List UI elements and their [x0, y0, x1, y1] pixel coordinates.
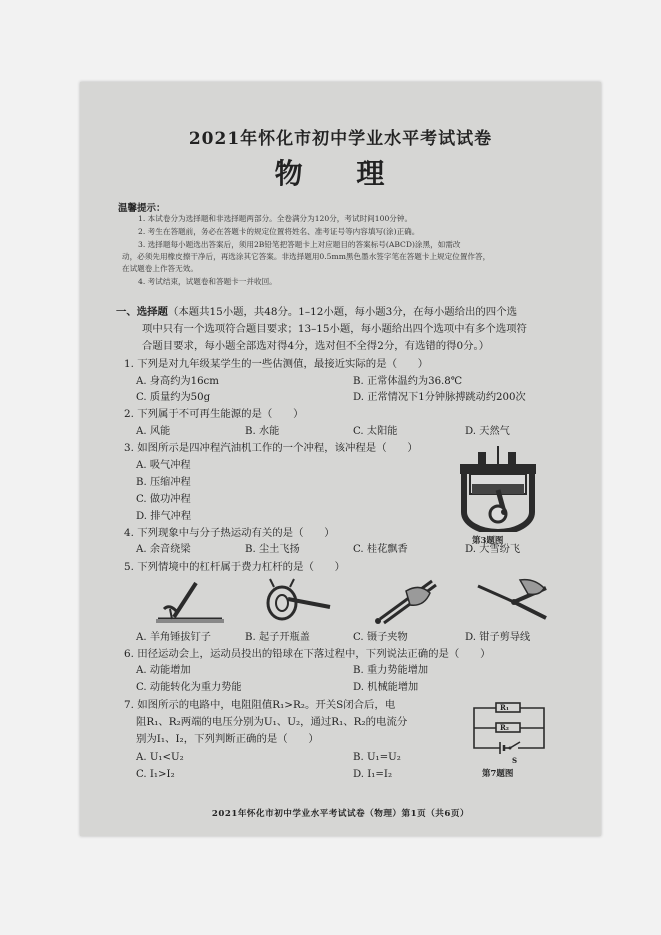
pliers-figure	[474, 576, 552, 628]
tip-line: 动，必须先用橡皮擦干净后，再选涂其它答案。非选择题用0.5mm黑色墨水签字笔在答题卡上规定位置作答，	[122, 252, 491, 261]
option-c: C. 动能转化为重力势能	[136, 682, 242, 693]
figure-caption: 第7题图	[482, 769, 514, 779]
option-d: D. 正常情况下1分钟脉搏跳动约200次	[353, 392, 526, 403]
tip-line: 1. 本试卷分为选择题和非选择题两部分。全卷满分为120分，考试时间100分钟。	[138, 214, 413, 223]
tip-line: 3. 选择题每小题选出答案后，须用2B铅笔把答题卡上对应题目的答案标号(ABCD)涂黑，如需改	[138, 240, 461, 249]
option-c: C. 质量约为50g	[136, 392, 211, 403]
question-stem: 7. 如图所示的电路中，电阻阻值R₁>R₂。开关S闭合后，电	[124, 699, 396, 711]
question-stem: 2. 下列属于不可再生能源的是（ ）	[124, 408, 304, 420]
option-a: A. 动能增加	[136, 665, 191, 676]
option-b: B. 尘土飞扬	[245, 544, 300, 555]
option-d: D. 大雪纷飞	[465, 544, 521, 555]
option-b: B. 水能	[245, 426, 280, 437]
option-d: D. 机械能增加	[353, 682, 419, 693]
option-c: C. I₁>I₂	[136, 769, 175, 780]
tip-line: 4. 考试结束，试题卷和答题卡一并收回。	[138, 277, 277, 286]
option-c: C. 镊子夹物	[353, 632, 408, 643]
option-a: A. 风能	[136, 426, 171, 437]
tips-heading: 温馨提示：	[118, 203, 166, 214]
switch-label: S	[512, 756, 518, 765]
claw-hammer-figure	[152, 579, 226, 627]
option-d: D. I₁=I₂	[353, 769, 393, 780]
resistor-r2-label: R₂	[500, 723, 509, 732]
question-stem: 1. 下列是对九年级某学生的一些估测值，最接近实际的是（ ）	[124, 358, 429, 370]
option-b: B. 起子开瓶盖	[245, 632, 310, 643]
question-stem: 阻R₁、R₂两端的电压分别为U₁、U₂，通过R₁、R₂的电流分	[136, 716, 408, 728]
option-c: C. 桂花飘香	[353, 544, 408, 555]
bottle-opener-figure	[260, 577, 334, 627]
section-title: 一、选择题	[116, 306, 168, 318]
question-stem: 5. 下列情境中的杠杆属于费力杠杆的是（ ）	[124, 561, 346, 573]
exam-title: 2021年怀化市初中学业水平考试试卷	[188, 129, 493, 149]
option-c: C. 太阳能	[353, 426, 398, 437]
option-b: B. U₁=U₂	[353, 752, 401, 763]
option-a: A. 吸气冲程	[136, 460, 191, 471]
option-a: A. U₁<U₂	[136, 752, 184, 763]
question-stem: 3. 如图所示是四冲程汽油机工作的一个冲程，该冲程是（ ）	[124, 442, 418, 454]
option-c: C. 做功冲程	[136, 494, 191, 505]
question-stem: 别为I₁、I₂，下列判断正确的是（ ）	[136, 733, 319, 745]
tweezers-figure	[366, 577, 440, 627]
option-a: A. 羊角锤拔钉子	[136, 632, 211, 643]
subject-title: 物 理	[274, 157, 407, 190]
engine-cylinder-figure	[456, 446, 540, 532]
tip-line: 在试题卷上作答无效。	[122, 264, 198, 273]
exam-page	[80, 82, 601, 836]
tip-line: 2. 考生在答题前，务必在答题卡的规定位置将姓名、准考证号等内容填写(涂)正确。	[138, 227, 420, 236]
section-line: （本题共15小题，共48分。1–12小题，每小题3分，在每小题给出的四个选	[167, 306, 517, 318]
section-line: 项中只有一个选项符合题目要求；13–15小题，每小题给出四个选项中有多个选项符	[142, 323, 527, 335]
question-stem: 6. 田径运动会上，运动员投出的铅球在下落过程中，下列说法正确的是（ ）	[124, 648, 491, 660]
page-footer: 2021年怀化市初中学业水平考试试卷（物理）第1页（共6页）	[211, 809, 470, 819]
option-d: D. 钳子剪导线	[465, 632, 531, 643]
figure-caption: 第3题图	[472, 536, 504, 546]
option-d: D. 天然气	[465, 426, 510, 437]
circuit-diagram	[468, 702, 550, 760]
option-a: A. 身高约为16cm	[136, 376, 219, 387]
question-stem: 4. 下列现象中与分子热运动有关的是（ ）	[124, 527, 335, 539]
resistor-r1-label: R₁	[500, 703, 509, 712]
option-d: D. 排气冲程	[136, 511, 192, 522]
option-b: B. 正常体温约为36.8℃	[353, 376, 463, 387]
option-b: B. 压缩冲程	[136, 477, 191, 488]
section-instructions	[116, 304, 594, 321]
option-b: B. 重力势能增加	[353, 665, 429, 676]
section-line: 合题目要求，每小题全部选对得4分，选对但不全得2分，有选错的得0分。）	[142, 340, 490, 352]
option-a: A. 余音绕梁	[136, 544, 191, 555]
